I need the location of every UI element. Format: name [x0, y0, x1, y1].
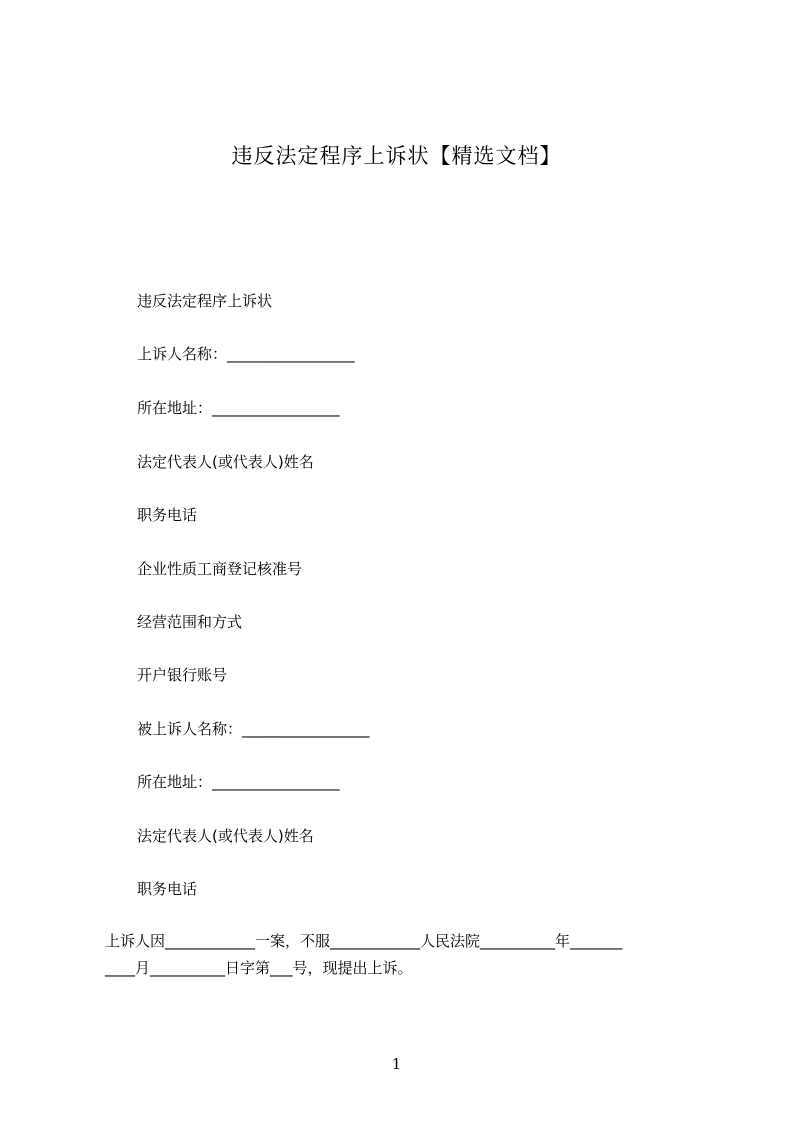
appellant-position-phone-line: 职务电话	[137, 506, 198, 524]
page-number: 1	[391, 1055, 402, 1073]
appeal-paragraph-line-2: ____月__________日字第___号，现提出上诉。	[105, 959, 413, 977]
document-title: 违反法定程序上诉状【精选文档】	[231, 144, 562, 168]
appellant-name-line: 上诉人名称：_________________	[137, 345, 355, 363]
appellant-address-line: 所在地址：_________________	[137, 399, 340, 417]
bank-account-line: 开户银行账号	[137, 666, 228, 684]
appeal-paragraph-line-1: 上诉人因____________一案，不服____________人民法院__________年_______	[105, 932, 623, 950]
appellant-representative-line: 法定代表人(或代表人)姓名	[137, 453, 314, 471]
appellee-position-phone-line: 职务电话	[137, 880, 198, 898]
enterprise-registration-line: 企业性质工商登记核准号	[137, 560, 303, 578]
appellee-name-line: 被上诉人名称：_________________	[137, 720, 370, 738]
business-scope-line: 经营范围和方式	[137, 613, 243, 631]
appellee-address-line: 所在地址：_________________	[137, 773, 340, 791]
appeal-paragraph	[105, 928, 705, 982]
appellee-representative-line: 法定代表人(或代表人)姓名	[137, 827, 314, 845]
doc-heading-line: 违反法定程序上诉状	[137, 292, 273, 310]
